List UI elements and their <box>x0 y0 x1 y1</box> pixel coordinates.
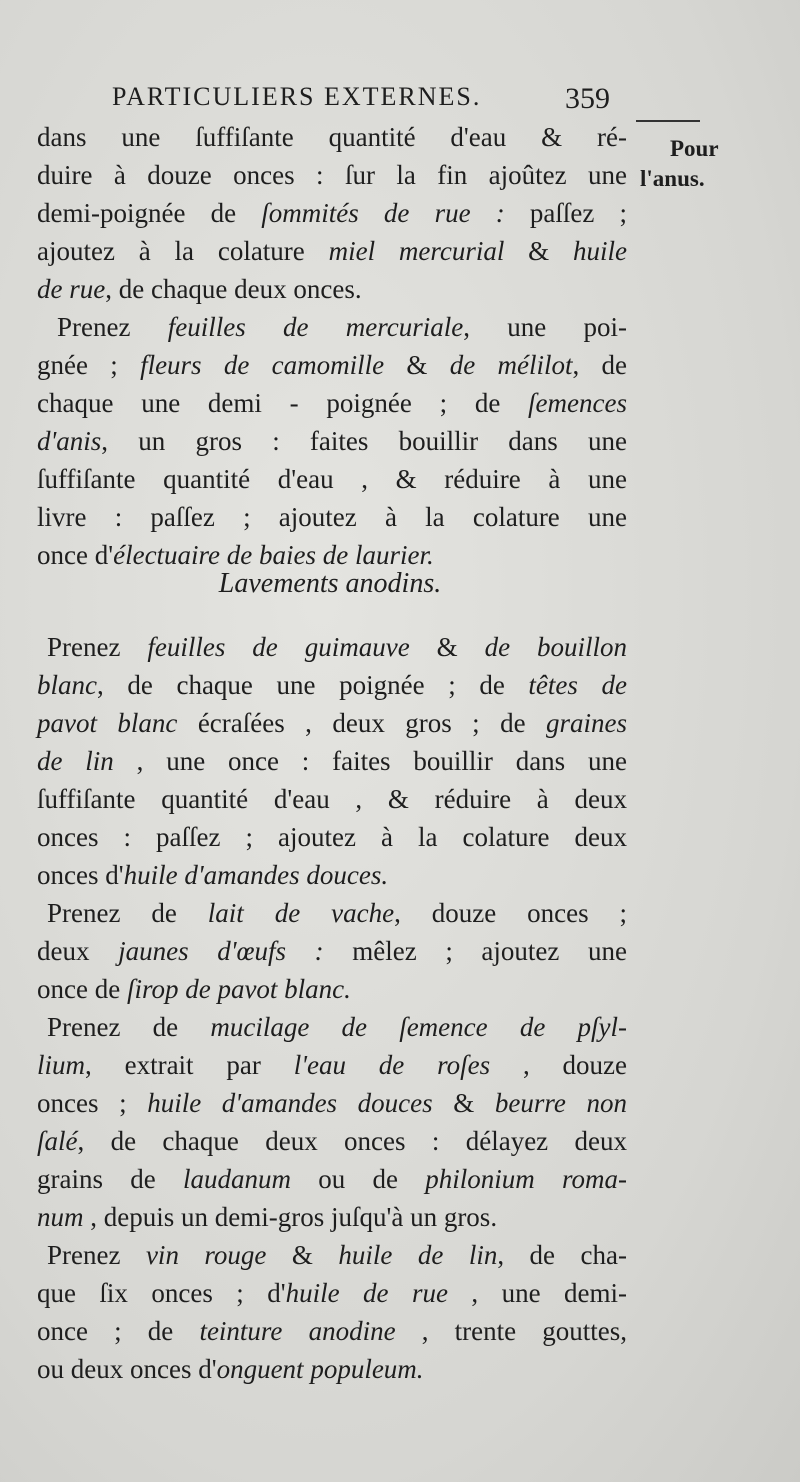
text-run: mêlez ; ajoutez une <box>323 936 627 966</box>
text-run: beurre non <box>494 1088 627 1118</box>
text-line <box>37 666 627 704</box>
text-run: , extrait par <box>85 1050 294 1080</box>
text-run: ou deux onces d' <box>37 1354 217 1384</box>
running-header: PARTICULIERS EXTERNES. <box>112 82 482 111</box>
text-line <box>37 932 627 970</box>
section-heading: Lavements anodins. <box>218 568 442 599</box>
text-run: & <box>504 236 573 266</box>
text-run: de mélilot <box>449 350 573 380</box>
text-run: onguent populeum. <box>216 1354 424 1384</box>
text-run: ſuffiſante quantité d'eau , & réduire à deux <box>37 784 627 814</box>
text-line <box>37 498 627 536</box>
text-line <box>37 422 627 460</box>
text-run: onces : paſſez ; ajoutez à la colature deux <box>37 822 627 852</box>
text-run: , de <box>572 350 627 380</box>
text-line <box>37 1046 627 1084</box>
text-run: fleurs de camomille <box>140 350 385 380</box>
text-line <box>37 270 627 308</box>
text-run: Prenez de <box>47 898 208 928</box>
text-run: & <box>266 1240 339 1270</box>
text-line <box>37 1084 627 1122</box>
text-line <box>37 194 627 232</box>
text-run: & <box>409 632 485 662</box>
text-line <box>37 780 627 818</box>
text-run: chaque une demi - poignée ; de <box>37 388 529 418</box>
text-run: têtes de <box>528 670 627 700</box>
text-line <box>37 1350 627 1388</box>
text-line <box>37 156 627 194</box>
text-line <box>37 308 627 346</box>
text-run: blanc <box>37 670 97 700</box>
text-run: demi-poignée de <box>37 198 262 228</box>
margin-note-line: Pour <box>670 136 719 161</box>
text-run: huile d'amandes douces <box>147 1088 433 1118</box>
text-run: , de chaque une poignée ; de <box>97 670 529 700</box>
text-run: , une poi- <box>463 312 627 342</box>
text-run: lium <box>37 1050 86 1080</box>
text-run: mucilage de ſemence de pſyl- <box>210 1012 627 1042</box>
text-line <box>37 460 627 498</box>
margin-note <box>640 134 719 194</box>
text-run: électuaire de baies de laurier. <box>113 540 434 570</box>
text-run: gnée ; <box>37 350 141 380</box>
text-run: duire à douze onces : ſur la fin ajoûtez une <box>37 160 627 190</box>
text-run: ſalé <box>37 1126 78 1156</box>
text-line <box>37 118 627 156</box>
text-line <box>37 1008 627 1046</box>
text-line <box>37 232 627 270</box>
text-run: huile d'amandes douces. <box>123 860 389 890</box>
text-run: de bouillon <box>484 632 627 662</box>
text-run: once ; de <box>37 1316 200 1346</box>
text-run: , de cha- <box>497 1240 627 1270</box>
text-run: , de chaque deux onces. <box>105 274 362 304</box>
text-run: livre : paſſez ; ajoutez à la colature une <box>37 502 627 532</box>
text-line <box>37 704 627 742</box>
text-run: , de chaque deux onces : délayez deux <box>77 1126 627 1156</box>
text-run: écraſées , deux gros ; de <box>177 708 546 738</box>
page-number: 359 <box>565 82 610 115</box>
text-run: Prenez de <box>47 1012 211 1042</box>
text-run: que ſix onces ; d' <box>37 1278 286 1308</box>
text-line <box>37 1312 627 1350</box>
text-run: , douze <box>490 1050 627 1080</box>
text-run: ſuffiſante quantité d'eau , & réduire à une <box>37 464 627 494</box>
text-run: , une demi- <box>447 1278 628 1308</box>
text-line <box>37 1198 627 1236</box>
text-run: vin rouge <box>145 1240 267 1270</box>
text-line <box>37 856 627 894</box>
text-run: pavot blanc <box>37 708 178 738</box>
text-line <box>37 384 627 422</box>
text-run: graines <box>546 708 627 738</box>
text-run: huile <box>573 236 627 266</box>
text-run: Prenez <box>57 312 168 342</box>
text-run: , un gros : faites bouillir dans une <box>101 426 627 456</box>
text-run: , une once : faites bouillir dans une <box>113 746 627 776</box>
text-line <box>37 628 627 666</box>
text-line <box>37 1122 627 1160</box>
text-run: ajoutez à la colature <box>37 236 329 266</box>
text-run: feuilles de guimauve <box>147 632 410 662</box>
text-line <box>37 1236 627 1274</box>
text-run: & <box>384 350 450 380</box>
text-run: ſommités de rue : <box>261 198 505 228</box>
text-line <box>37 742 627 780</box>
text-run: & <box>432 1088 495 1118</box>
text-run: de lin <box>37 746 114 776</box>
text-run: teinture anodine <box>199 1316 396 1346</box>
text-run: laudanum <box>182 1164 291 1194</box>
text-run: , depuis un demi-gros juſqu'à un gros. <box>83 1202 498 1232</box>
text-run: huile de lin <box>338 1240 498 1270</box>
text-run: once d' <box>37 540 114 570</box>
text-run: onces ; <box>37 1088 148 1118</box>
text-run: huile de rue <box>285 1278 448 1308</box>
text-run: Prenez <box>47 1240 146 1270</box>
text-run: lait de vache <box>207 898 395 928</box>
margin-note-line: l'anus. <box>640 166 705 191</box>
text-line <box>37 818 627 856</box>
text-run: d'anis <box>37 426 102 456</box>
text-run: , douze onces ; <box>394 898 627 928</box>
text-run: Prenez <box>47 632 148 662</box>
text-line <box>37 346 627 384</box>
margin-rule <box>636 120 700 122</box>
text-run: once de <box>37 974 127 1004</box>
text-run: ſirop de pavot blanc. <box>126 974 351 1004</box>
text-line <box>37 970 627 1008</box>
text-run: , trente gouttes, <box>395 1316 627 1346</box>
text-run: paſſez ; <box>504 198 627 228</box>
text-run: de rue <box>37 274 106 304</box>
text-line <box>37 1160 627 1198</box>
text-run: onces d' <box>37 860 124 890</box>
text-run: deux <box>37 936 119 966</box>
text-run: jaunes d'œufs : <box>118 936 324 966</box>
text-run: grains de <box>37 1164 183 1194</box>
text-run: l'eau de roſes <box>293 1050 491 1080</box>
text-run: ou de <box>290 1164 426 1194</box>
text-run: dans une ſuffiſante quantité d'eau & ré- <box>37 122 627 152</box>
text-run: miel mercurial <box>328 236 505 266</box>
text-run: ſemences <box>528 388 627 418</box>
text-line <box>37 1274 627 1312</box>
text-run: feuilles de mercuriale <box>167 312 464 342</box>
text-run: num <box>37 1202 84 1232</box>
text-line <box>37 894 627 932</box>
text-run: philonium roma- <box>425 1164 628 1194</box>
